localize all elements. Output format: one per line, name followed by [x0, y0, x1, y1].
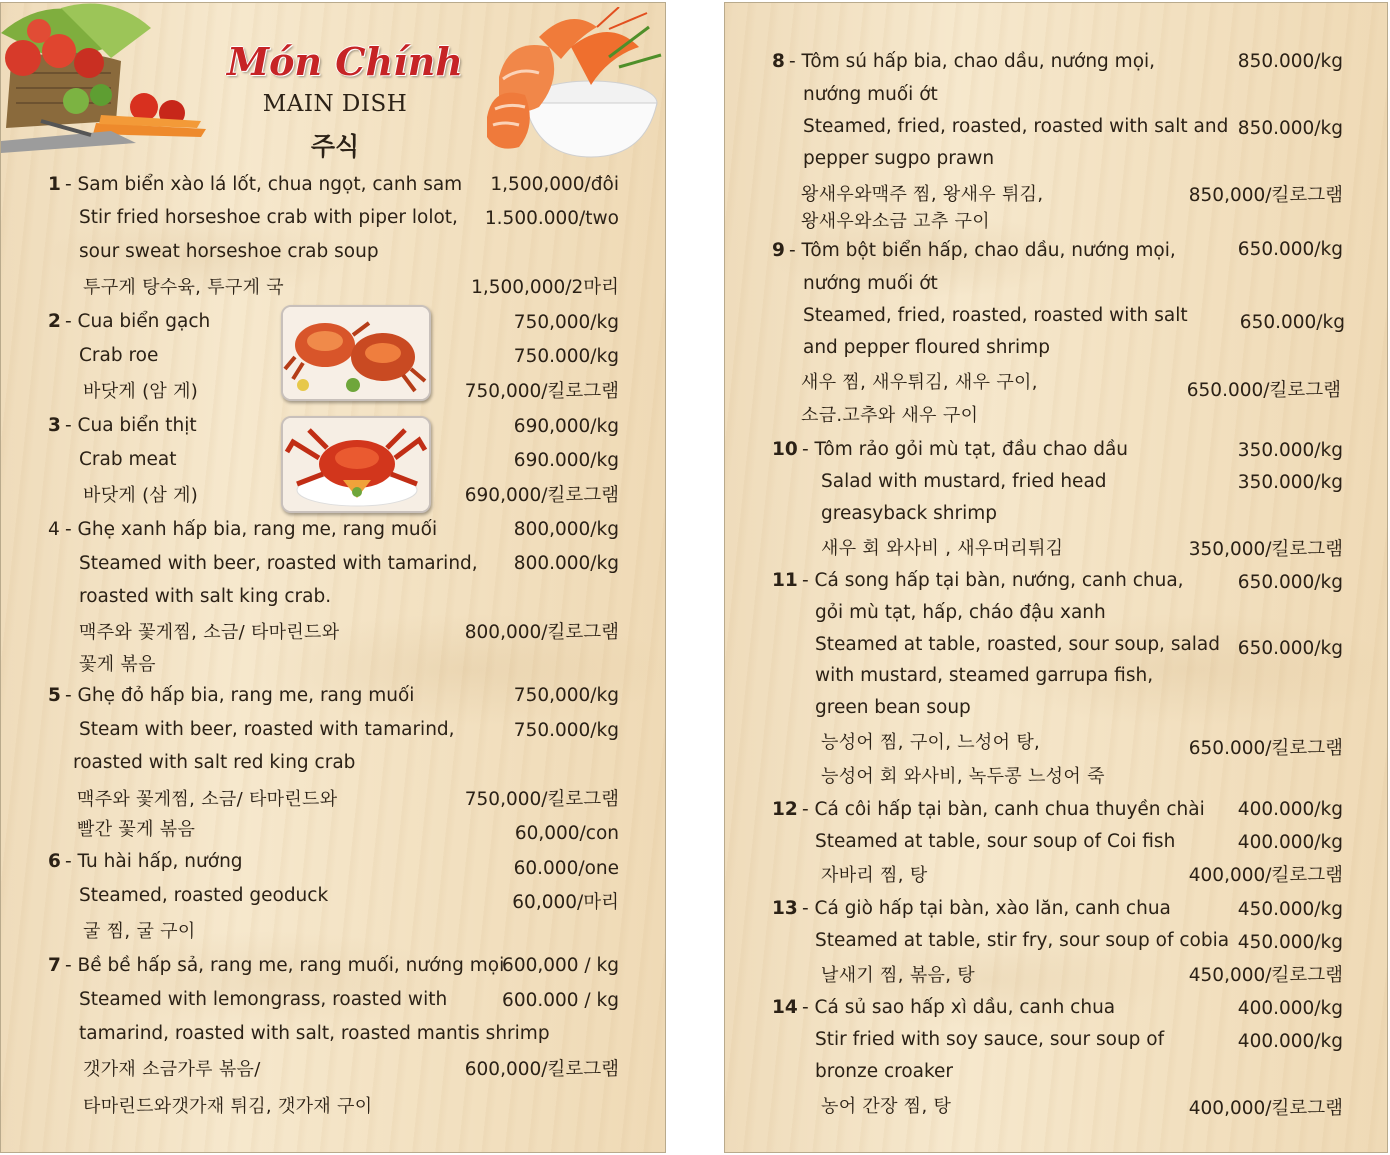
dish-name-ko: 맥주와 꽃게찜, 소금/ 타마린드와	[77, 789, 338, 810]
dish-name-vn: - Sam biển xào lá lốt, chua ngọt, canh sam	[65, 174, 463, 195]
price: 450.000/kg	[1237, 932, 1343, 953]
price: 850.000/kg	[1237, 51, 1343, 72]
price: 350.000/kg	[1237, 440, 1343, 461]
dish-name-ko: 새우 찜, 새우튀김, 새우 구이,	[801, 372, 1038, 393]
dish-name-ko: 맥주와 꽃게찜, 소금/ 타마린드와	[79, 622, 340, 643]
dish-name-vn: - Cá sủ sao hấp xì dầu, canh chua	[802, 997, 1116, 1018]
dish-name-en: with mustard, steamed garrupa fish,	[815, 665, 1154, 686]
dish-name-en: green bean soup	[815, 697, 971, 718]
dish-name-ko: 바닷게 (삼 게)	[83, 485, 199, 506]
dish-name-vn: - Cua biển thịt	[65, 415, 197, 436]
dish-name-vn: - Cá giò hấp tại bàn, xào lăn, canh chua	[802, 898, 1171, 919]
price: 60,000/con	[514, 823, 619, 844]
price: 650.000/킬로그램	[1186, 380, 1341, 401]
vegetables-image	[1, 3, 216, 153]
price: 60.000/one	[513, 858, 619, 879]
dish-name-vn: nướng muối ớt	[803, 84, 938, 105]
dish-name-en: Crab roe	[79, 345, 159, 366]
dish-name-en: Crab meat	[79, 449, 177, 470]
dish-name-ko: 소금.고추와 새우 구이	[801, 405, 979, 426]
dish-number: 1	[48, 174, 61, 195]
dish-name-vn: - Cá song hấp tại bàn, nướng, canh chua,	[802, 570, 1184, 591]
dish-number: 13	[772, 898, 798, 919]
price: 450.000/kg	[1237, 899, 1343, 920]
price: 600,000/킬로그램	[464, 1059, 619, 1080]
dish-name-en: Steamed at table, roasted, sour soup, salad	[815, 634, 1221, 655]
dish-name-ko: 능성어 찜, 구이, 느성어 탕,	[821, 732, 1041, 753]
dish-name-ko: 꽃게 볶음	[79, 654, 156, 675]
dish-name-vn: - Tôm rảo gỏi mù tạt, đầu chao dầu	[802, 439, 1129, 460]
dish-number: 11	[772, 570, 798, 591]
price: 400.000/kg	[1237, 832, 1343, 853]
price: 750,000/kg	[513, 685, 619, 706]
dish-name-ko: 능성어 회 와사비, 녹두콩 느성어 죽	[821, 766, 1105, 787]
price: 400.000/kg	[1237, 998, 1343, 1019]
menu-page-right	[724, 2, 1388, 1153]
dish-name-en: Steam with beer, roasted with tamarind,	[79, 719, 455, 740]
dish-name-vn: - Tu hài hấp, nướng	[65, 851, 243, 872]
dish-name-ko: 갯가재 소금가루 볶음/	[83, 1059, 261, 1080]
dish-name-vn: - Cua biển gạch	[65, 311, 211, 332]
dish-name-en: Steamed with lemongrass, roasted with	[79, 989, 448, 1010]
dish-name-ko: 빨간 꽃게 볶음	[77, 819, 196, 840]
title-english: MAIN DISH	[262, 91, 408, 117]
dish-number: 14	[772, 997, 798, 1018]
price: 690,000/kg	[513, 416, 619, 437]
price: 600.000 / kg	[502, 990, 619, 1011]
dish-name-ko: 자바리 찜, 탕	[821, 865, 928, 886]
price: 650.000/kg	[1239, 312, 1345, 333]
price: 850.000/kg	[1237, 118, 1343, 139]
price: 800,000/킬로그램	[464, 622, 619, 643]
price: 750,000/킬로그램	[464, 381, 619, 402]
dish-name-en: pepper sugpo prawn	[803, 148, 995, 169]
dish-name-ko: 투구게 탕수육, 투구게 국	[83, 277, 284, 298]
dish-name-vn: nướng muối ớt	[803, 273, 938, 294]
dish-number: 12	[772, 799, 798, 820]
dish-number: 7	[48, 955, 61, 976]
dish-name-ko: 날새기 찜, 볶음, 탕	[821, 965, 975, 986]
price: 690,000/킬로그램	[464, 485, 619, 506]
dish-number: 6	[48, 851, 61, 872]
dish-name-en: roasted with salt king crab.	[79, 586, 332, 607]
dish-name-en: Steamed at table, sour soup of Coi fish	[815, 831, 1176, 852]
dish-name-en: sour sweat horseshoe crab soup	[79, 241, 379, 262]
price: 750,000/킬로그램	[464, 789, 619, 810]
price: 400,000/킬로그램	[1188, 1098, 1343, 1119]
dish-name-en: Stir fried with soy sauce, sour soup of	[815, 1029, 1165, 1050]
price: 400.000/kg	[1237, 799, 1343, 820]
price: 850,000/킬로그램	[1188, 185, 1343, 206]
price: 690.000/kg	[513, 450, 619, 471]
dish-name-ko: 바닷게 (암 게)	[83, 381, 199, 402]
price: 750.000/kg	[513, 346, 619, 367]
price: 800.000/kg	[513, 553, 619, 574]
dish-name-vn: - Ghẹ xanh hấp bia, rang me, rang muối	[65, 519, 438, 540]
dish-name-en: bronze croaker	[815, 1061, 954, 1082]
price: 650.000/킬로그램	[1188, 738, 1343, 759]
price: 350,000/킬로그램	[1188, 539, 1343, 560]
price: 1,500,000/2마리	[471, 277, 619, 298]
dish-number: 8	[772, 51, 785, 72]
price: 450,000/킬로그램	[1188, 965, 1343, 986]
dish-name-en: Steamed at table, stir fry, sour soup of cobia	[815, 930, 1230, 951]
shrimp-bowl-image	[479, 7, 665, 161]
dish-number: 9	[772, 240, 785, 261]
price: 750,000/kg	[513, 312, 619, 333]
dish-name-en: Salad with mustard, fried head	[821, 471, 1107, 492]
dish-name-en: roasted with salt red king crab	[73, 752, 356, 773]
dish-name-en: Steamed, fried, roasted, roasted with salt and	[803, 116, 1229, 137]
dish-name-ko: 왕새우와소금 고추 구이	[801, 211, 990, 232]
dish-name-en: Steamed with beer, roasted with tamarind,	[79, 553, 478, 574]
price: 350.000/kg	[1237, 472, 1343, 493]
dish-name-ko: 농어 간장 찜, 탕	[821, 1096, 952, 1117]
dish-name-vn: - Tôm sú hấp bia, chao dầu, nướng mọi,	[789, 51, 1156, 72]
dish-number: 4	[48, 519, 60, 540]
dish-number: 2	[48, 311, 61, 332]
dish-name-en: Stir fried horseshoe crab with piper lolot,	[79, 207, 458, 228]
dish-name-vn: - Ghẹ đỏ hấp bia, rang me, rang muối	[65, 685, 415, 706]
dish-name-en: Steamed, roasted geoduck	[79, 885, 329, 906]
dish-number: 5	[48, 685, 61, 706]
price: 650.000/kg	[1237, 638, 1343, 659]
dish-name-vn: - Bề bề hấp sả, rang me, rang muối, nướng mọi	[65, 955, 505, 976]
price: 400.000/kg	[1237, 1031, 1343, 1052]
dish-name-en: and pepper floured shrimp	[803, 337, 1050, 358]
dish-name-ko: 굴 찜, 굴 구이	[83, 921, 196, 942]
crab-roe-photo	[281, 305, 431, 401]
crab-meat-photo	[281, 416, 431, 513]
price: 1,500,000/đôi	[490, 174, 619, 195]
price: 60,000/마리	[512, 892, 619, 913]
dish-name-ko: 타마린드와갯가재 튀김, 갯가재 구이	[83, 1096, 373, 1117]
dish-name-en: Steamed, fried, roasted, roasted with salt	[803, 305, 1188, 326]
price: 650.000/kg	[1237, 239, 1343, 260]
dish-number: 10	[772, 439, 798, 460]
price: 650.000/kg	[1237, 572, 1343, 593]
dish-name-vn: - Tôm bột biển hấp, chao dầu, nướng mọi,	[789, 240, 1176, 261]
price: 400,000/킬로그램	[1188, 865, 1343, 886]
dish-number: 3	[48, 415, 61, 436]
title-korean: 주식	[310, 132, 360, 161]
dish-name-vn: - Cá côi hấp tại bàn, canh chua thuyền chài	[802, 799, 1205, 820]
dish-name-ko: 왕새우와맥주 찜, 왕새우 튀김,	[801, 184, 1044, 205]
price: 1.500.000/two	[484, 208, 619, 229]
dish-name-en: greasyback shrimp	[821, 503, 997, 524]
price: 750.000/kg	[513, 720, 619, 741]
dish-name-en: tamarind, roasted with salt, roasted mantis shrimp	[79, 1023, 550, 1044]
price: 800,000/kg	[513, 519, 619, 540]
dish-name-ko: 새우 회 와사비 , 새우머리튀김	[821, 538, 1064, 559]
price: 600,000 / kg	[502, 955, 619, 976]
menu-page-left	[0, 2, 666, 1153]
title-vietnamese: Món Chính	[227, 39, 463, 84]
dish-name-vn: gỏi mù tạt, hấp, cháo đậu xanh	[815, 602, 1106, 623]
